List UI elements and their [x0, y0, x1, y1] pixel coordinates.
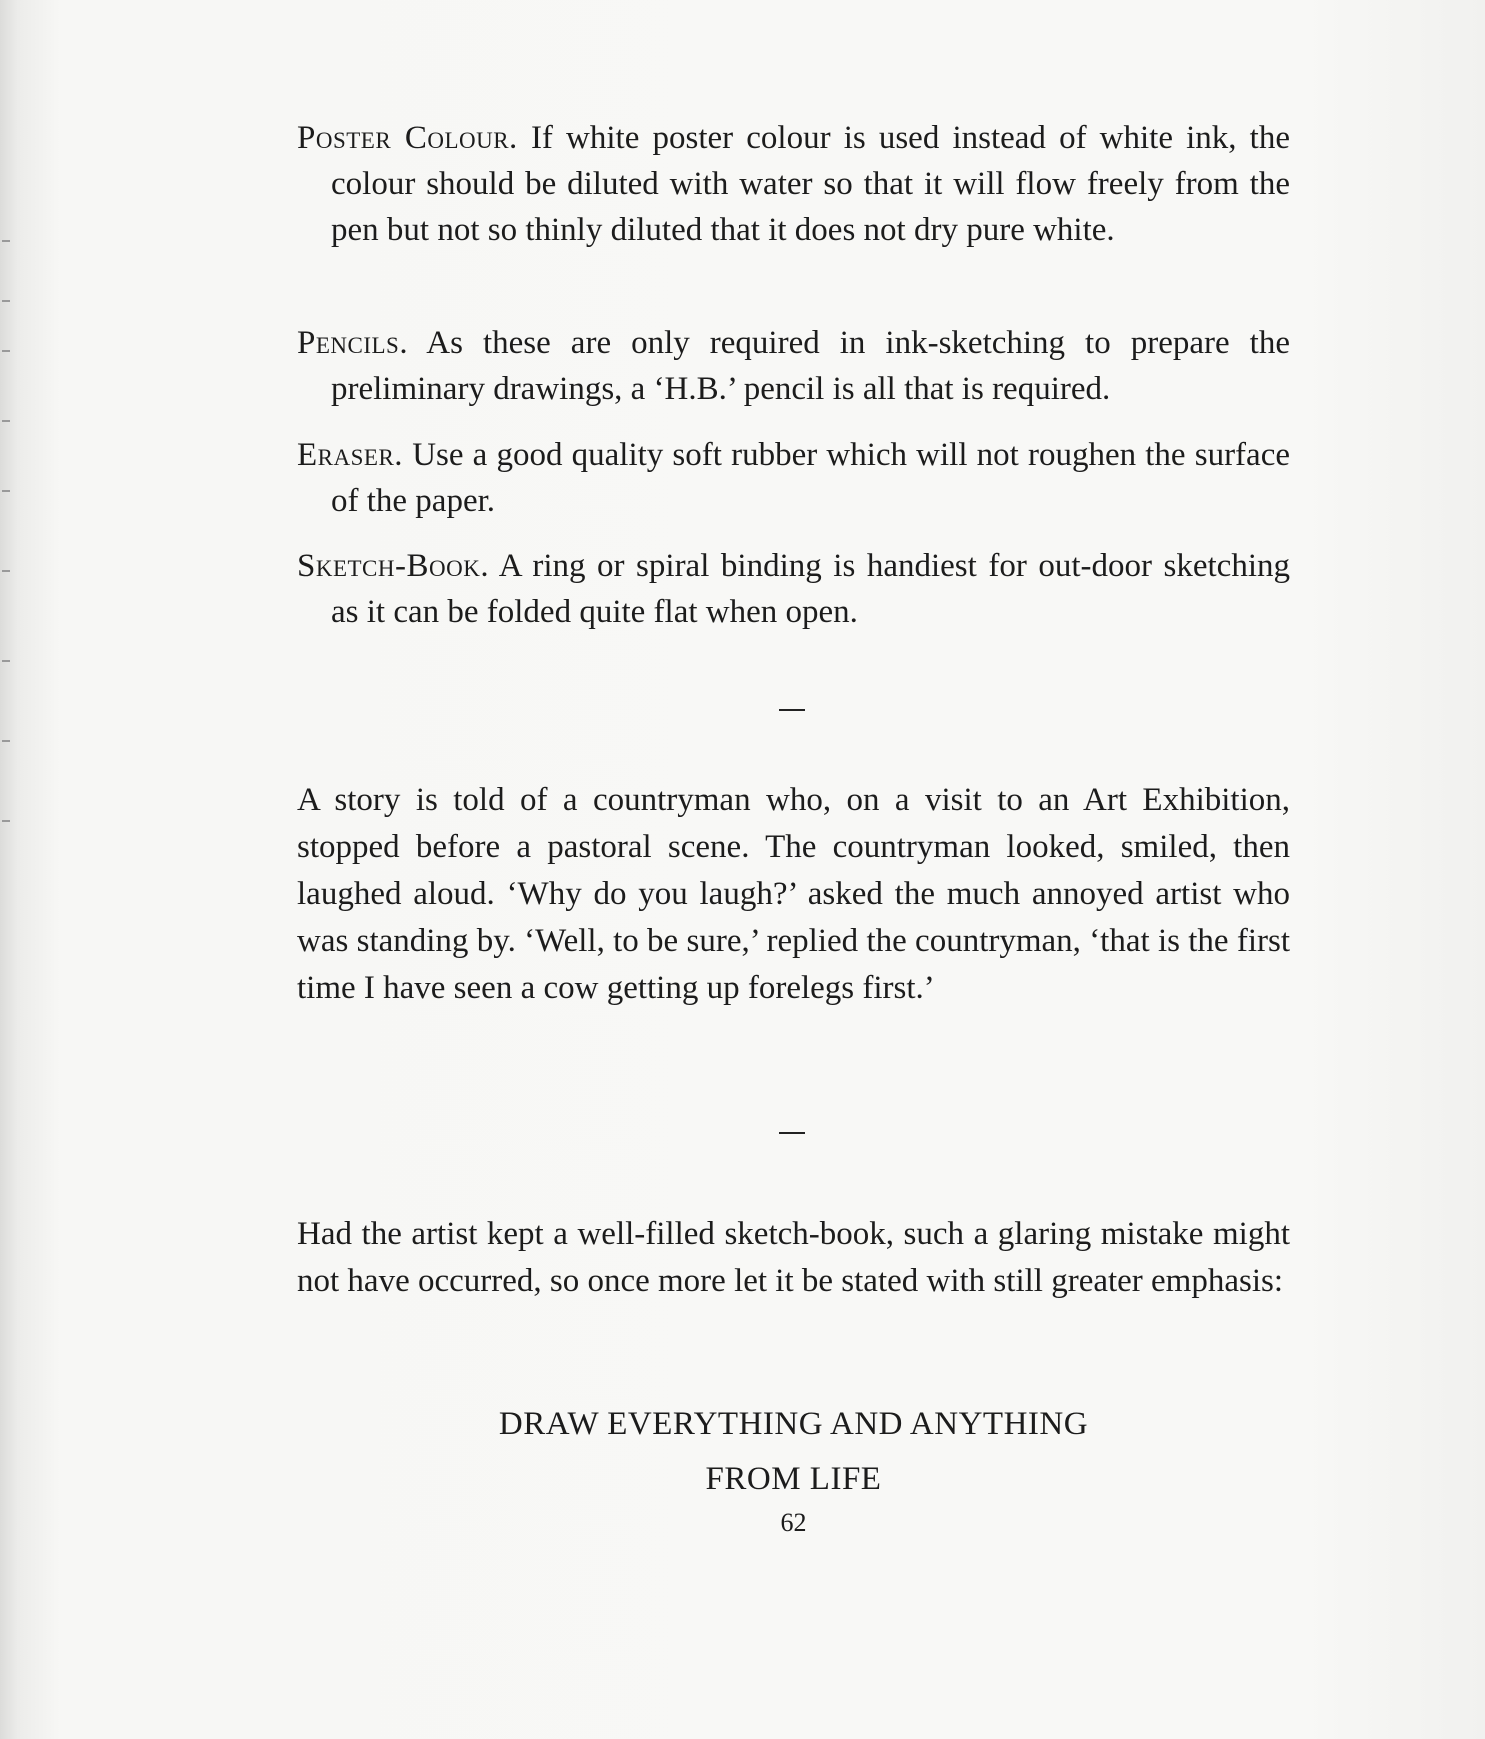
entry-term: Eraser. — [297, 437, 404, 473]
conclusion-paragraph: Had the artist kept a well-filled sketch-book, such a glaring mistake might not have occurred, so once more let it be stated with still greater emphasis: — [297, 1216, 1290, 1299]
entry-text: Use a good quality soft rubber which will not roughen the surface of the paper. — [331, 437, 1290, 519]
story-paragraph: A story is told of a countryman who, on a visit to an Art Exhibition, stopped before a pastoral scene. The countryman looked, smiled, then laughed aloud. ‘Why do you laugh?’ asked the much annoyed artist who was standing by. ‘Well, to be sure,’ replied the countryman, ‘that is the first time I have seen a cow getting up forelegs first.’ — [297, 782, 1290, 1006]
section-divider — [779, 709, 805, 711]
motto-line-2: FROM LIFE — [705, 1461, 882, 1497]
motto-line-1: DRAW EVERYTHING AND ANYTHING — [498, 1406, 1089, 1442]
gutter-edge — [0, 240, 14, 860]
entry-eraser — [297, 432, 1290, 524]
entry-term: Sketch-Book. — [297, 548, 490, 584]
entry-pencils — [297, 320, 1290, 412]
entry-sketch-book — [297, 543, 1290, 635]
entry-text: As these are only required in ink-sketching to prepare the preliminary drawings, a ‘H.B.’ pencil is all that is required. — [331, 325, 1290, 407]
entry-term: Poster Colour. — [297, 120, 518, 156]
section-divider — [779, 1132, 805, 1134]
page-number: 62 — [780, 1508, 807, 1537]
entry-term: Pencils. — [297, 325, 409, 361]
entry-text: If white poster colour is used instead of white ink, the colour should be diluted with water so that it will flow freely from the pen but not so thinly diluted that it does not dry pure white. — [331, 120, 1290, 248]
entry-poster-colour — [297, 115, 1290, 253]
entry-text: A ring or spiral binding is handiest for out-door sketching as it can be folded quite flat when open. — [331, 548, 1290, 630]
